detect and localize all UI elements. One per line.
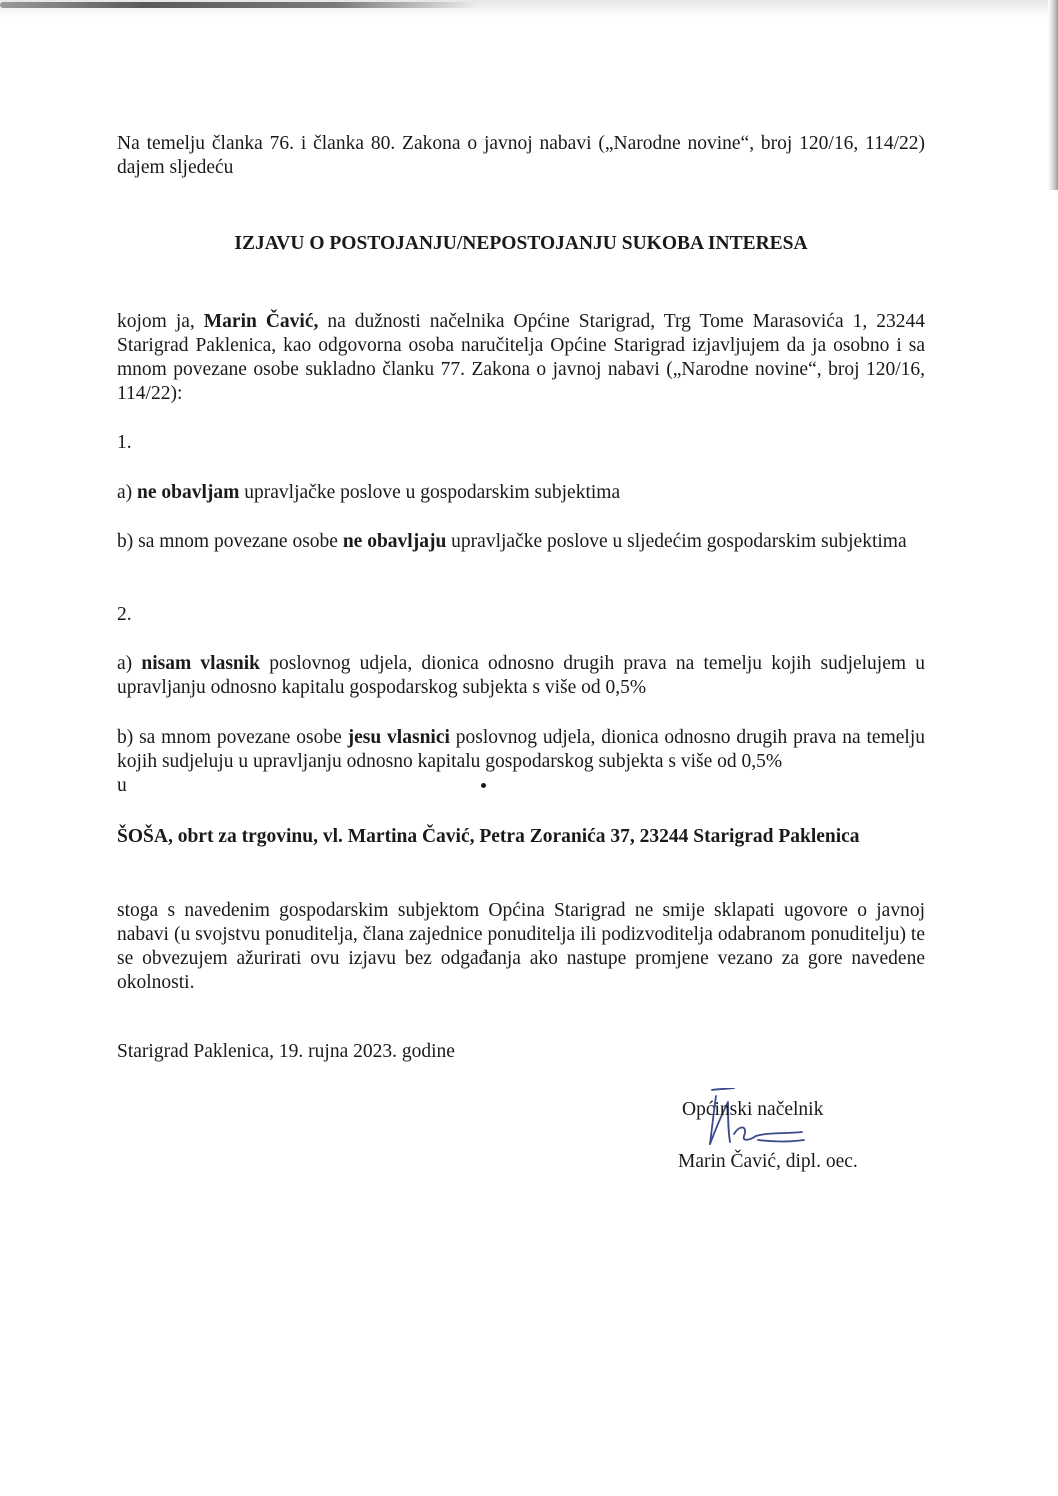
scan-streak (0, 2, 480, 8)
section-2b-bold: jesu vlasnici (347, 727, 450, 748)
section-2a-pre: a) (117, 653, 142, 674)
section-1b-pre: b) sa mnom povezane osobe (117, 531, 343, 552)
section-1a-post: upravljačke poslove u gospodarskim subjektima (239, 482, 621, 503)
section-1a-pre: a) (117, 482, 138, 503)
section-2b-pre: b) sa mnom povezane osobe (117, 727, 348, 748)
section-1b-post: upravljačke poslove u sljedećim gospodarskim subjektima (446, 531, 907, 552)
section-1a-bold: ne obavljam (137, 482, 240, 503)
declarant-name: Marin Čavić, (203, 311, 319, 332)
declaration-paragraph (117, 310, 925, 406)
declaration-pre: kojom ja, (117, 311, 204, 332)
section-2b-post: poslovnog udjela, dionica odnosno drugih prava na temelju kojih sudjeluju u upravljanju odnosno kapitalu gospodarskog subjekta s više od 0,5% (117, 727, 925, 772)
section-1-number: 1. (117, 432, 132, 453)
section-1b-bold: ne obavljaju (342, 531, 447, 552)
place-date: Starigrad Paklenica, 19. rujna 2023. godine (117, 1041, 455, 1062)
section-2a-post: poslovnog udjela, dionica odnosno drugih prava na temelju kojih sudjelujem u upravljanju odnosno kapitalu gospodarskog subjekta s više od 0,5% (117, 653, 925, 698)
final-paragraph: stoga s navedenim gospodarskim subjektom Općina Starigrad ne smije sklapati ugovore o javnoj nabavi (u svojstvu ponuditelja, člana zajednice ponuditelja ili podizvoditelja odabranom ponuditelju) te se obvezujem ažurirati ovu izjavu bez odgađanja ako nastupe promjene vezano za gore navedene okolnosti. (117, 900, 925, 993)
section-1b (117, 530, 925, 554)
section-2b-tail: u (117, 775, 127, 796)
declaration-post: na dužnosti načelnika Općine Starigrad, Trg Tome Marasovića 1, 23244 Starigrad Paklenica, kao odgovorna osoba naručitelja Općine Starigrad izjavljujem da ja osobno i sa mnom povezane osobe sukladno članku 77. Zakona o javnoj nabavi („Narodne novine“, broj 120/16, 114/22): (117, 311, 925, 404)
document-title: IZJAVU O POSTOJANJU/NEPOSTOJANJU SUKOBA INTERESA (234, 233, 808, 254)
scan-dot (481, 783, 486, 788)
signatory-name: Marin Čavić, dipl. oec. (678, 1151, 858, 1172)
section-1a (117, 481, 925, 505)
section-2a-bold: nisam vlasnik (141, 653, 261, 674)
section-2-number: 2. (117, 604, 132, 625)
signatory-role: Općinski načelnik (682, 1099, 824, 1120)
section-2b (117, 726, 925, 798)
company-name: ŠOŠA, obrt za trgovinu, vl. Martina Čavić, Petra Zoranića 37, 23244 Starigrad Paklenica (117, 826, 860, 847)
scan-edge-right (1048, 0, 1058, 190)
intro-paragraph: Na temelju članka 76. i članka 80. Zakona o javnoj nabavi („Narodne novine“, broj 120/16, 114/22) dajem sljedeću (117, 133, 925, 178)
section-2a (117, 652, 925, 700)
